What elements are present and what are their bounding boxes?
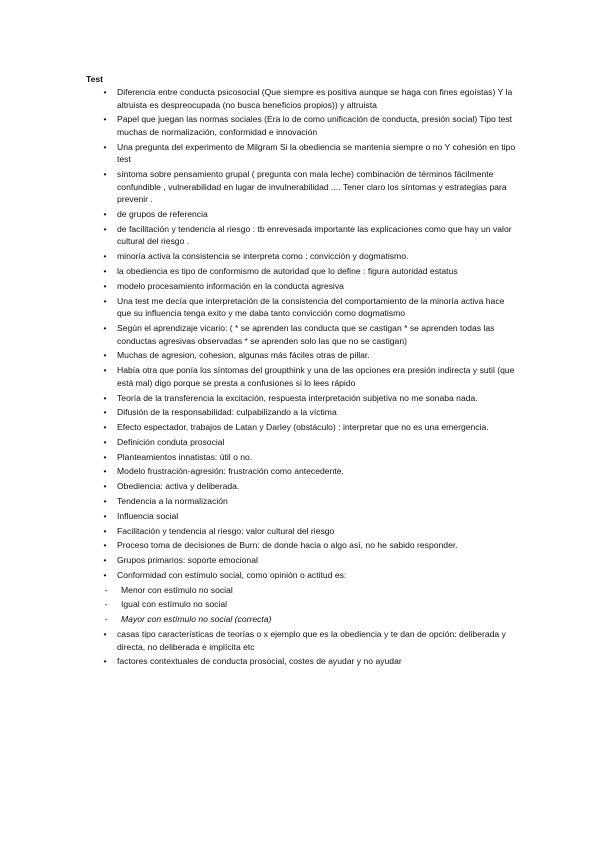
list-item-text: minoría activa la consistencia se interpreta como : convicción y dogmatismo. (117, 251, 409, 262)
list-item-text: de grupos de referencia (117, 209, 208, 220)
list-item (0, 113, 600, 138)
list-item-text: Teoría de la transferencia la excitación, respuesta interpretación subjetiva no me sonaba nada. (117, 392, 478, 403)
bullet-marker: • (103, 569, 107, 580)
list-item (0, 584, 600, 597)
list-item-text: Facilitación y tendencia al riesgo: valor cultural del riesgo (117, 525, 335, 536)
bullet-marker: • (103, 495, 107, 506)
list-item (0, 265, 600, 278)
list-item (0, 436, 600, 449)
bullet-marker: • (103, 422, 107, 433)
list-item-text: Papel que juegan las normas sociales (Era lo de como unificación de conducta, presión social) Tipo test muchas de normalización, conformidad e innovación (117, 114, 513, 137)
list-item-text: Influencia social (117, 510, 179, 521)
list-item-text: Efecto espectador, trabajos de Latan y Darley (obstáculo) : interpretar que no es una emergencia. (117, 422, 489, 433)
bullet-marker: • (103, 407, 107, 418)
list-item-text: Mayor con estímulo no social (correcta) (121, 614, 272, 625)
bullet-marker: • (103, 656, 107, 667)
list-item (0, 392, 600, 405)
bullet-marker: • (103, 280, 107, 291)
list-item-text: Menor con estímulo no social (121, 584, 233, 595)
list-item-text: Una test me decía que interpretación de la consistencia del comportamiento de la minoría activa hace que su influencia tenga exito y me daba tanto convicción como dogmatismo (117, 295, 505, 319)
bullet-marker: • (103, 629, 107, 639)
list-item (0, 364, 600, 389)
bullet-marker: • (103, 114, 107, 125)
list-item (0, 280, 600, 293)
list-item (0, 525, 600, 538)
list-item-text: de facilitación y tendencia al riesgo : tb enrevesada importante las explicaciones como que hay un valor cultural del riesgo . (117, 223, 512, 247)
list-item-text: Modelo frustración-agresión: frustración como antecedente. (117, 466, 344, 477)
bullet-marker: • (103, 251, 107, 262)
list-item (0, 598, 600, 611)
bullet-marker: • (103, 436, 107, 447)
bullet-marker: • (103, 322, 107, 333)
notes-list (0, 86, 600, 670)
bullet-marker: • (103, 555, 107, 566)
list-item-text: Diferencia entre conducta psicosocial (Que siempre es positiva aunque se haga con fines egoístas) Y la altruista es despreocupada (no busca beneficios propios)) y altruista (117, 87, 513, 110)
bullet-marker: • (103, 87, 107, 97)
list-item-text: Tendencia a la normalización (117, 495, 228, 506)
bullet-marker: • (103, 295, 107, 306)
list-item-text: modelo procesamiento información en la conducta agresiva (117, 280, 344, 291)
bullet-marker: • (103, 223, 107, 234)
list-item-text: Igual con estímulo no social (121, 599, 228, 610)
list-item-text: síntoma sobre pensamiento grupal ( pregunta con mala leche) combinación de términos fácilmente confundible , vulnerabilidad en lugar de invulnerabilidad .... Tener claro los síntomas y estrategias para prevenir . (117, 169, 507, 205)
list-item (0, 510, 600, 523)
list-item (0, 655, 600, 668)
bullet-marker: • (103, 451, 107, 462)
list-item-text: Había otra que ponía los síntomas del groupthink y una de las opciones era presión indirecta y sutil (que está mal) digo porque se presta a confusiones si lo lees rápido (117, 365, 515, 388)
list-item (0, 539, 600, 552)
list-item-text: Obediencia: activa y deliberada. (117, 481, 240, 492)
bullet-marker: • (103, 540, 107, 551)
list-item (0, 168, 600, 206)
list-item (0, 495, 600, 508)
list-item-text: la obediencia es tipo de conformismo de autoridad que lo define : figura autoridad estatus (117, 266, 458, 277)
list-item (0, 554, 600, 567)
list-item (0, 628, 600, 653)
list-item (0, 223, 600, 248)
document-title: Test (86, 74, 104, 84)
bullet-marker: • (103, 141, 107, 152)
dash-marker: - (104, 584, 108, 595)
list-item (0, 208, 600, 221)
list-item-text: Planteamientos innatistas: útil o no. (117, 451, 253, 462)
list-item-text: Difusión de la responsabilidad: culpabilizando a la víctima (117, 407, 337, 418)
bullet-marker: • (103, 350, 107, 361)
list-item-text: Proceso toma de decisiones de Burn: de donde hacia o algo así, no he sabido responder. (117, 540, 458, 551)
list-item (0, 86, 600, 111)
list-item (0, 295, 600, 320)
list-item (0, 451, 600, 464)
list-item-text: Grupos primarios: soporte emocional (117, 555, 258, 566)
dash-marker: - (104, 614, 108, 625)
list-item (0, 322, 600, 347)
bullet-marker: • (103, 365, 107, 376)
list-item (0, 250, 600, 263)
bullet-marker: • (103, 481, 107, 492)
list-item-text: Muchas de agresion, cohesion, algunas más fáciles otras de pillar. (117, 350, 370, 361)
bullet-marker: • (103, 466, 107, 477)
list-item (0, 480, 600, 493)
list-item-text: factores contextuales de conducta prosocial, costes de ayudar y no ayudar (117, 656, 402, 667)
bullet-marker: • (103, 266, 107, 277)
list-item-text: Conformidad con estímulo social, como opinión o actitud es: (117, 569, 347, 580)
list-item (0, 406, 600, 419)
list-item-text: casas tipo características de teorías o x ejemplo que es la obediencia y te dan de opción: deliberada y directa, no deliberada e implícita etc (117, 629, 506, 652)
list-item-text: Definición conduta prosocial (117, 436, 225, 447)
list-item-text: Según el aprendizaje vicario: ( * se aprenden las conducta que se castigan * se aprenden todas las conductas agresivas observadas * se aprenden solo las que no se castigan) (117, 322, 495, 346)
list-item (0, 569, 600, 582)
bullet-marker: • (103, 392, 107, 403)
list-item (0, 465, 600, 478)
list-item-text: Una pregunta del experimento de Milgram Si la obediencia se mantenía siempre o no Y cohesión en tipo test (117, 141, 516, 165)
bullet-marker: • (103, 510, 107, 521)
list-item (0, 421, 600, 434)
bullet-marker: • (103, 209, 107, 220)
bullet-marker: • (103, 525, 107, 536)
list-item (0, 141, 600, 166)
dash-marker: - (104, 599, 108, 610)
list-item (0, 613, 600, 626)
bullet-marker: • (103, 169, 107, 180)
list-item (0, 349, 600, 362)
